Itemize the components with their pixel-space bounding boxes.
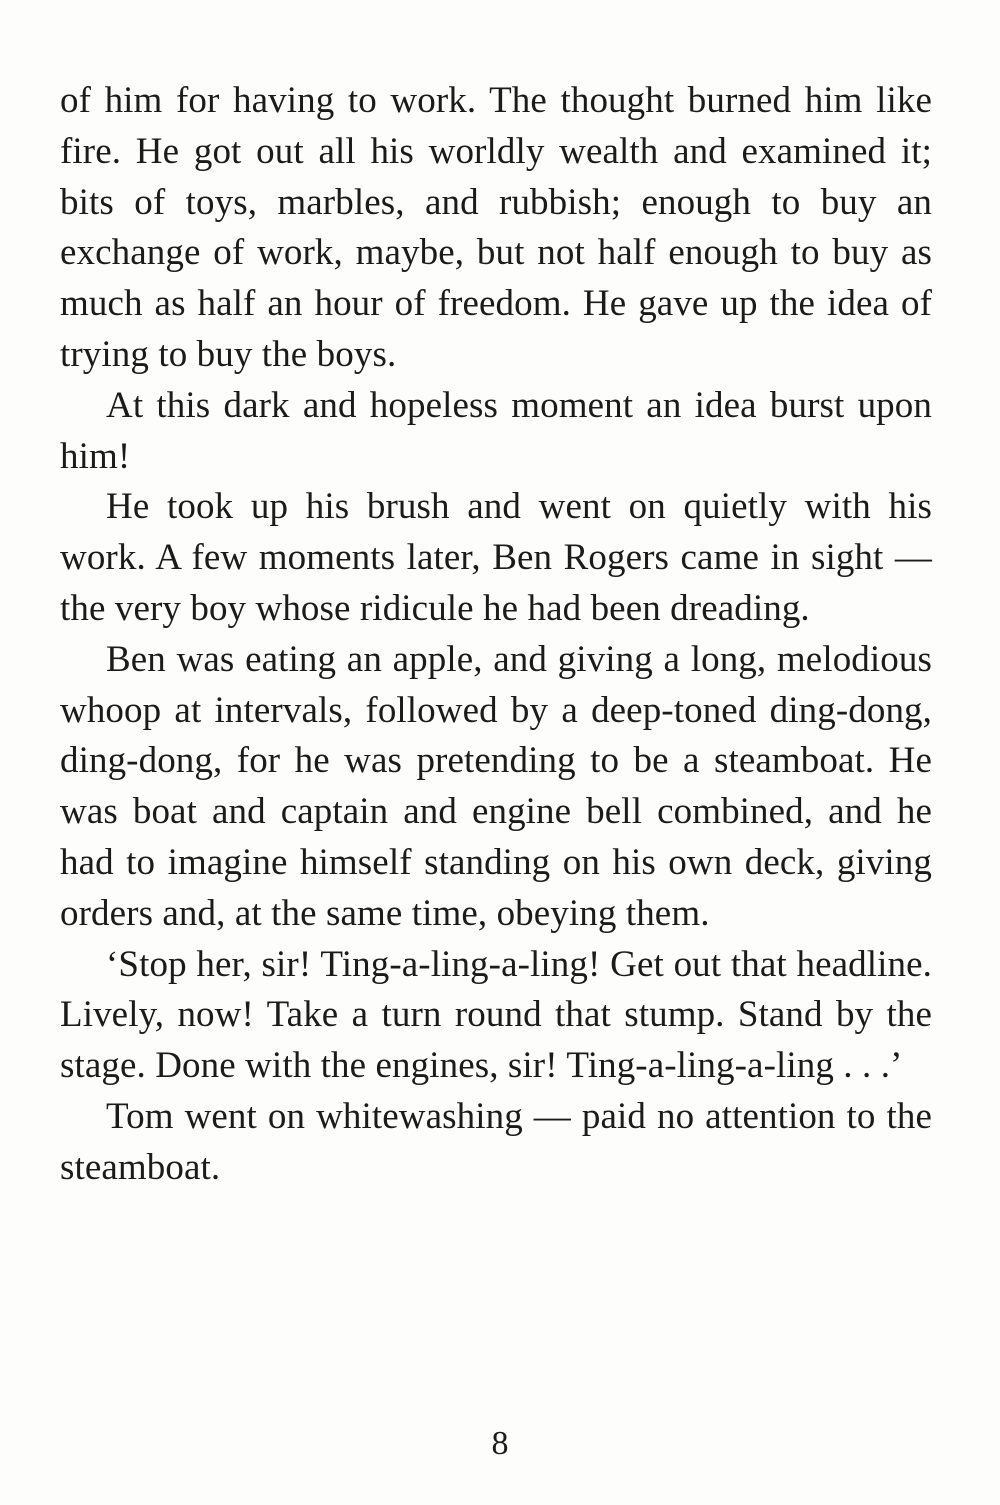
page-number: 8 — [491, 1425, 509, 1462]
paragraph-dialogue: ‘Stop her, sir! Ting-a-ling-a-ling! Get out that headline. Lively, now! Take a turn round that stump. Stand by the stage. Done with the engines, sir! Ting-a-ling-a-ling . . .’ — [60, 943, 932, 1087]
body-text — [60, 76, 932, 1194]
paragraph-idea: At this dark and hopeless moment an idea burst upon him! — [60, 384, 932, 477]
paragraph-continued: of him for having to work. The thought burned him like fire. He got out all his worldly wealth and examined it; bits of toys, marbles, and rubbish; enough to buy an exchange of work, maybe, but not half enough to buy as much as half an hour of freedom. He gave up the idea of trying to buy the boys. — [60, 80, 932, 375]
paragraph-ben-rogers: He took up his brush and went on quietly with his work. A few moments later, Ben Rogers came in sight — the very boy whose ridicule he had been dreading. — [60, 486, 932, 629]
paragraph-whitewashing: Tom went on whitewashing — paid no attention to the steamboat. — [60, 1095, 932, 1188]
paragraph-steamboat: Ben was eating an apple, and giving a long, melodious whoop at intervals, followed by a deep-toned ding-dong, ding-dong, for he was pretending to be a steamboat. He was boat and captain and engine bell combined, and he had to imagine himself standing on his own deck, giving orders and, at the same time, obeying them. — [60, 638, 932, 934]
